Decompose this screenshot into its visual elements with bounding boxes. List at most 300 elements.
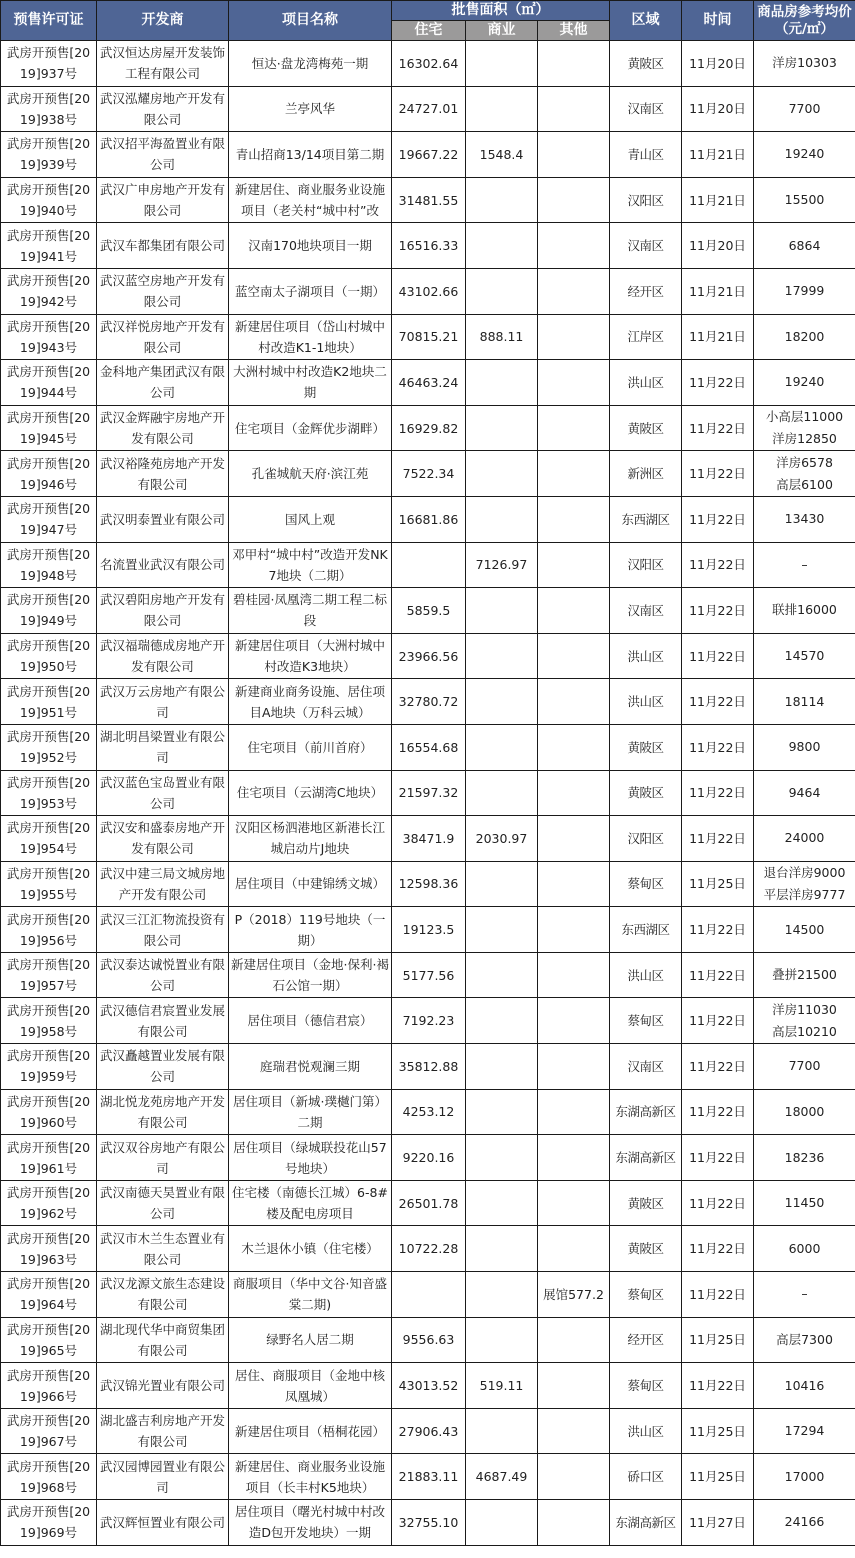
other-area-cell: [538, 451, 610, 497]
residential-area-cell: 19667.22: [392, 132, 466, 178]
permit-cell: 武房开预售[2019]948号: [1, 542, 97, 588]
other-area-cell: [538, 1089, 610, 1135]
project-cell: 居住项目（曙光村城中村改造D包开发地块）一期: [229, 1500, 392, 1546]
region-cell: 汉阳区: [610, 177, 682, 223]
other-area-cell: [538, 268, 610, 314]
permit-cell: 武房开预售[2019]940号: [1, 177, 97, 223]
price-cell: 19240: [754, 132, 855, 178]
commercial-area-cell: [466, 405, 538, 451]
developer-cell: 湖北悦龙苑房地产开发有限公司: [97, 1089, 229, 1135]
developer-cell: 武汉龙源文旅生态建设有限公司: [97, 1272, 229, 1318]
header-date: 时间: [682, 1, 754, 41]
region-cell: 汉阳区: [610, 542, 682, 588]
other-area-cell: [538, 1454, 610, 1500]
developer-cell: 武汉市木兰生态置业有限公司: [97, 1226, 229, 1272]
other-area-cell: [538, 132, 610, 178]
developer-cell: 武汉园博园置业有限公司: [97, 1454, 229, 1500]
date-cell: 11月22日: [682, 1135, 754, 1181]
commercial-area-cell: 4687.49: [466, 1454, 538, 1500]
permit-cell: 武房开预售[2019]957号: [1, 952, 97, 998]
commercial-area-cell: [466, 1226, 538, 1272]
price-cell: 洋房10303: [754, 41, 855, 87]
permit-cell: 武房开预售[2019]960号: [1, 1089, 97, 1135]
other-area-cell: [538, 724, 610, 770]
commercial-area-cell: [466, 268, 538, 314]
price-cell: 9464: [754, 770, 855, 816]
project-cell: 居住项目（新城·璞樾门第）二期: [229, 1089, 392, 1135]
date-cell: 11月22日: [682, 1044, 754, 1090]
price-cell: 小高层11000 洋房12850: [754, 405, 855, 451]
table-row: [1, 1135, 855, 1181]
permit-cell: 武房开预售[2019]941号: [1, 223, 97, 269]
other-area-cell: [538, 1317, 610, 1363]
region-cell: 东西湖区: [610, 496, 682, 542]
permit-cell: 武房开预售[2019]956号: [1, 907, 97, 953]
permit-cell: 武房开预售[2019]951号: [1, 679, 97, 725]
other-area-cell: [538, 41, 610, 87]
date-cell: 11月22日: [682, 952, 754, 998]
date-cell: 11月22日: [682, 998, 754, 1044]
developer-cell: 武汉泰达诚悦置业有限公司: [97, 952, 229, 998]
region-cell: 东湖高新区: [610, 1500, 682, 1546]
residential-area-cell: 5177.56: [392, 952, 466, 998]
date-cell: 11月20日: [682, 41, 754, 87]
residential-area-cell: 21883.11: [392, 1454, 466, 1500]
table-row: [1, 1272, 855, 1318]
project-cell: 居住项目（绿城联投花山57号地块）: [229, 1135, 392, 1181]
header-project: 项目名称: [229, 1, 392, 41]
project-cell: 恒达·盘龙湾梅苑一期: [229, 41, 392, 87]
table-row: [1, 1089, 855, 1135]
region-cell: 东湖高新区: [610, 1089, 682, 1135]
table-row: [1, 1408, 855, 1454]
date-cell: 11月22日: [682, 633, 754, 679]
developer-cell: 武汉蓝色宝岛置业有限公司: [97, 770, 229, 816]
permit-cell: 武房开预售[2019]938号: [1, 86, 97, 132]
region-cell: 黄陂区: [610, 41, 682, 87]
region-cell: 硚口区: [610, 1454, 682, 1500]
price-cell: 18200: [754, 314, 855, 360]
other-area-cell: [538, 588, 610, 634]
residential-area-cell: 19123.5: [392, 907, 466, 953]
permit-cell: 武房开预售[2019]943号: [1, 314, 97, 360]
project-cell: 新建居住、商业服务业设施项目（老关村“城中村”改: [229, 177, 392, 223]
developer-cell: 武汉矗越置业发展有限公司: [97, 1044, 229, 1090]
header-area-residential: 住宅: [392, 21, 466, 41]
project-cell: 新建居住、商业服务业设施项目（长丰村K5地块）: [229, 1454, 392, 1500]
permit-cell: 武房开预售[2019]963号: [1, 1226, 97, 1272]
commercial-area-cell: [466, 1408, 538, 1454]
other-area-cell: [538, 1226, 610, 1272]
developer-cell: 武汉招平海盈置业有限公司: [97, 132, 229, 178]
developer-cell: 武汉明泰置业有限公司: [97, 496, 229, 542]
permit-cell: 武房开预售[2019]966号: [1, 1363, 97, 1409]
permit-cell: 武房开预售[2019]967号: [1, 1408, 97, 1454]
commercial-area-cell: [466, 588, 538, 634]
table-row: [1, 679, 855, 725]
project-cell: 居住项目（德信君宸）: [229, 998, 392, 1044]
project-cell: 住宅项目（云湖湾C地块）: [229, 770, 392, 816]
date-cell: 11月22日: [682, 679, 754, 725]
price-cell: 9800: [754, 724, 855, 770]
developer-cell: 名流置业武汉有限公司: [97, 542, 229, 588]
commercial-area-cell: 519.11: [466, 1363, 538, 1409]
price-cell: 17294: [754, 1408, 855, 1454]
price-cell: 6000: [754, 1226, 855, 1272]
developer-cell: 武汉福瑞德成房地产开发有限公司: [97, 633, 229, 679]
commercial-area-cell: [466, 451, 538, 497]
price-cell: 联排16000: [754, 588, 855, 634]
permit-cell: 武房开预售[2019]968号: [1, 1454, 97, 1500]
permit-cell: 武房开预售[2019]954号: [1, 816, 97, 862]
commercial-area-cell: [466, 496, 538, 542]
price-cell: –: [754, 1272, 855, 1318]
table-row: [1, 177, 855, 223]
residential-area-cell: 16681.86: [392, 496, 466, 542]
other-area-cell: [538, 542, 610, 588]
other-area-cell: [538, 633, 610, 679]
table-row: [1, 770, 855, 816]
commercial-area-cell: [466, 1089, 538, 1135]
project-cell: 新建居住项目（金地·保利·褐石公馆一期）: [229, 952, 392, 998]
commercial-area-cell: [466, 1044, 538, 1090]
region-cell: 东西湖区: [610, 907, 682, 953]
other-area-cell: [538, 679, 610, 725]
price-cell: –: [754, 542, 855, 588]
table-row: [1, 1317, 855, 1363]
table-row: [1, 1180, 855, 1226]
other-area-cell: [538, 1135, 610, 1181]
price-cell: 退台洋房9000 平层洋房9777: [754, 861, 855, 907]
table-row: [1, 1454, 855, 1500]
price-cell: 18236: [754, 1135, 855, 1181]
permit-cell: 武房开预售[2019]944号: [1, 360, 97, 406]
developer-cell: 武汉辉恒置业有限公司: [97, 1500, 229, 1546]
project-cell: 兰亭风华: [229, 86, 392, 132]
permit-cell: 武房开预售[2019]939号: [1, 132, 97, 178]
project-cell: 住宅项目（前川首府）: [229, 724, 392, 770]
residential-area-cell: 70815.21: [392, 314, 466, 360]
commercial-area-cell: [466, 724, 538, 770]
table-row: [1, 724, 855, 770]
permit-cell: 武房开预售[2019]969号: [1, 1500, 97, 1546]
developer-cell: 金科地产集团武汉有限公司: [97, 360, 229, 406]
commercial-area-cell: [466, 360, 538, 406]
date-cell: 11月22日: [682, 496, 754, 542]
price-cell: 18000: [754, 1089, 855, 1135]
project-cell: 木兰退休小镇（住宅楼）: [229, 1226, 392, 1272]
region-cell: 黄陂区: [610, 1180, 682, 1226]
commercial-area-cell: 2030.97: [466, 816, 538, 862]
region-cell: 黄陂区: [610, 405, 682, 451]
price-cell: 14500: [754, 907, 855, 953]
commercial-area-cell: [466, 1272, 538, 1318]
permit-cell: 武房开预售[2019]945号: [1, 405, 97, 451]
other-area-cell: [538, 1044, 610, 1090]
project-cell: 蓝空南太子湖项目（一期）: [229, 268, 392, 314]
permit-cell: 武房开预售[2019]950号: [1, 633, 97, 679]
price-cell: 洋房11030 高层10210: [754, 998, 855, 1044]
project-cell: 住宅楼（南德长江城）6-8#楼及配电房项目: [229, 1180, 392, 1226]
price-cell: 18114: [754, 679, 855, 725]
price-cell: 17999: [754, 268, 855, 314]
region-cell: 蔡甸区: [610, 1272, 682, 1318]
project-cell: 青山招商13/14项目第二期: [229, 132, 392, 178]
table-row: [1, 268, 855, 314]
other-area-cell: [538, 223, 610, 269]
region-cell: 洪山区: [610, 952, 682, 998]
project-cell: 商服项目（华中文谷·知音盛棠二期): [229, 1272, 392, 1318]
residential-area-cell: 9220.16: [392, 1135, 466, 1181]
residential-area-cell: 7192.23: [392, 998, 466, 1044]
table-row: [1, 861, 855, 907]
region-cell: 蔡甸区: [610, 1363, 682, 1409]
commercial-area-cell: [466, 1500, 538, 1546]
region-cell: 汉南区: [610, 223, 682, 269]
project-cell: P（2018）119号地块（一期）: [229, 907, 392, 953]
table-row: [1, 451, 855, 497]
date-cell: 11月22日: [682, 542, 754, 588]
developer-cell: 武汉广申房地产开发有限公司: [97, 177, 229, 223]
developer-cell: 武汉车都集团有限公司: [97, 223, 229, 269]
commercial-area-cell: [466, 41, 538, 87]
price-cell: 17000: [754, 1454, 855, 1500]
table-row: [1, 1226, 855, 1272]
other-area-cell: [538, 952, 610, 998]
date-cell: 11月22日: [682, 1226, 754, 1272]
permit-cell: 武房开预售[2019]961号: [1, 1135, 97, 1181]
developer-cell: 武汉蓝空房地产开发有限公司: [97, 268, 229, 314]
permit-cell: 武房开预售[2019]953号: [1, 770, 97, 816]
table-header: [1, 1, 855, 41]
project-cell: 汉阳区杨泗港地区新港长江城启动片J地块: [229, 816, 392, 862]
date-cell: 11月20日: [682, 223, 754, 269]
developer-cell: 武汉恒达房屋开发装饰工程有限公司: [97, 41, 229, 87]
permit-cell: 武房开预售[2019]937号: [1, 41, 97, 87]
developer-cell: 武汉万云房地产有限公司: [97, 679, 229, 725]
table-row: [1, 588, 855, 634]
date-cell: 11月22日: [682, 724, 754, 770]
region-cell: 汉南区: [610, 1044, 682, 1090]
project-cell: 邓甲村“城中村”改造开发NK7地块（二期）: [229, 542, 392, 588]
residential-area-cell: 26501.78: [392, 1180, 466, 1226]
commercial-area-cell: [466, 177, 538, 223]
other-area-cell: [538, 177, 610, 223]
developer-cell: 武汉三江汇物流投资有限公司: [97, 907, 229, 953]
other-area-cell: [538, 86, 610, 132]
price-cell: 24166: [754, 1500, 855, 1546]
project-cell: 新建居住项目（岱山村城中村改造K1-1地块）: [229, 314, 392, 360]
table-row: [1, 41, 855, 87]
developer-cell: 武汉裕隆苑房地产开发有限公司: [97, 451, 229, 497]
residential-area-cell: 32780.72: [392, 679, 466, 725]
other-area-cell: [538, 770, 610, 816]
other-area-cell: [538, 907, 610, 953]
permit-cell: 武房开预售[2019]965号: [1, 1317, 97, 1363]
date-cell: 11月22日: [682, 1180, 754, 1226]
permit-cell: 武房开预售[2019]962号: [1, 1180, 97, 1226]
developer-cell: 武汉德信君宸置业发展有限公司: [97, 998, 229, 1044]
commercial-area-cell: [466, 952, 538, 998]
residential-area-cell: 21597.32: [392, 770, 466, 816]
commercial-area-cell: [466, 1135, 538, 1181]
price-cell: 19240: [754, 360, 855, 406]
date-cell: 11月22日: [682, 816, 754, 862]
project-cell: 住宅项目（金辉优步湖畔）: [229, 405, 392, 451]
developer-cell: 武汉泓耀房地产开发有限公司: [97, 86, 229, 132]
price-cell: 10416: [754, 1363, 855, 1409]
other-area-cell: 展馆577.2: [538, 1272, 610, 1318]
header-area-commercial: 商业: [466, 21, 538, 41]
residential-area-cell: 23966.56: [392, 633, 466, 679]
permit-cell: 武房开预售[2019]949号: [1, 588, 97, 634]
region-cell: 汉阳区: [610, 816, 682, 862]
region-cell: 蔡甸区: [610, 861, 682, 907]
header-price: 商品房参考均价（元/㎡）: [754, 1, 855, 41]
residential-area-cell: 32755.10: [392, 1500, 466, 1546]
residential-area-cell: 24727.01: [392, 86, 466, 132]
region-cell: 汉南区: [610, 86, 682, 132]
commercial-area-cell: 7126.97: [466, 542, 538, 588]
table-row: [1, 496, 855, 542]
other-area-cell: [538, 861, 610, 907]
table-row: [1, 952, 855, 998]
project-cell: 大洲村城中村改造K2地块二期: [229, 360, 392, 406]
residential-area-cell: [392, 542, 466, 588]
price-cell: 高层7300: [754, 1317, 855, 1363]
developer-cell: 湖北现代华中商贸集团有限公司: [97, 1317, 229, 1363]
residential-area-cell: 4253.12: [392, 1089, 466, 1135]
commercial-area-cell: [466, 770, 538, 816]
commercial-area-cell: [466, 223, 538, 269]
permit-cell: 武房开预售[2019]952号: [1, 724, 97, 770]
price-cell: 7700: [754, 1044, 855, 1090]
date-cell: 11月22日: [682, 451, 754, 497]
other-area-cell: [538, 1408, 610, 1454]
table-row: [1, 1500, 855, 1546]
other-area-cell: [538, 1180, 610, 1226]
project-cell: 国风上观: [229, 496, 392, 542]
date-cell: 11月21日: [682, 314, 754, 360]
project-cell: 新建居住项目（大洲村城中村改造K3地块）: [229, 633, 392, 679]
residential-area-cell: 35812.88: [392, 1044, 466, 1090]
project-cell: 汉南170地块项目一期: [229, 223, 392, 269]
project-cell: 新建居住项目（梧桐花园）: [229, 1408, 392, 1454]
residential-area-cell: 43013.52: [392, 1363, 466, 1409]
residential-area-cell: 10722.28: [392, 1226, 466, 1272]
residential-area-cell: 9556.63: [392, 1317, 466, 1363]
commercial-area-cell: [466, 1317, 538, 1363]
region-cell: 青山区: [610, 132, 682, 178]
header-area-group: 批售面积（㎡）: [392, 1, 610, 21]
other-area-cell: [538, 405, 610, 451]
commercial-area-cell: [466, 998, 538, 1044]
table-row: [1, 907, 855, 953]
project-cell: 碧桂园·凤凰湾二期工程二标段: [229, 588, 392, 634]
header-developer: 开发商: [97, 1, 229, 41]
table-row: [1, 1363, 855, 1409]
date-cell: 11月21日: [682, 177, 754, 223]
region-cell: 新洲区: [610, 451, 682, 497]
table-row: [1, 360, 855, 406]
header-area-other: 其他: [538, 21, 610, 41]
date-cell: 11月27日: [682, 1500, 754, 1546]
residential-area-cell: 31481.55: [392, 177, 466, 223]
developer-cell: 武汉中建三局文城房地产开发有限公司: [97, 861, 229, 907]
commercial-area-cell: [466, 1180, 538, 1226]
date-cell: 11月21日: [682, 132, 754, 178]
residential-area-cell: 16554.68: [392, 724, 466, 770]
residential-area-cell: 46463.24: [392, 360, 466, 406]
permit-cell: 武房开预售[2019]958号: [1, 998, 97, 1044]
date-cell: 11月25日: [682, 1454, 754, 1500]
table-row: [1, 132, 855, 178]
project-cell: 庭瑞君悦观澜三期: [229, 1044, 392, 1090]
price-cell: 24000: [754, 816, 855, 862]
price-cell: 叠拼21500: [754, 952, 855, 998]
permit-cell: 武房开预售[2019]955号: [1, 861, 97, 907]
permit-cell: 武房开预售[2019]964号: [1, 1272, 97, 1318]
table-body: [1, 41, 855, 1546]
commercial-area-cell: [466, 679, 538, 725]
region-cell: 黄陂区: [610, 1226, 682, 1272]
commercial-area-cell: [466, 907, 538, 953]
other-area-cell: [538, 360, 610, 406]
permit-cell: 武房开预售[2019]947号: [1, 496, 97, 542]
residential-area-cell: 7522.34: [392, 451, 466, 497]
region-cell: 黄陂区: [610, 724, 682, 770]
region-cell: 黄陂区: [610, 770, 682, 816]
developer-cell: 武汉南德天昊置业有限公司: [97, 1180, 229, 1226]
commercial-area-cell: [466, 86, 538, 132]
residential-area-cell: [392, 1272, 466, 1318]
table-row: [1, 633, 855, 679]
table-row: [1, 998, 855, 1044]
project-cell: 居住项目（中建锦绣文城）: [229, 861, 392, 907]
region-cell: 经开区: [610, 268, 682, 314]
table-row: [1, 405, 855, 451]
developer-cell: 武汉祥悦房地产开发有限公司: [97, 314, 229, 360]
date-cell: 11月25日: [682, 1408, 754, 1454]
residential-area-cell: 27906.43: [392, 1408, 466, 1454]
residential-area-cell: 16516.33: [392, 223, 466, 269]
permit-cell: 武房开预售[2019]942号: [1, 268, 97, 314]
other-area-cell: [538, 1500, 610, 1546]
region-cell: 汉南区: [610, 588, 682, 634]
header-region: 区域: [610, 1, 682, 41]
price-cell: 7700: [754, 86, 855, 132]
developer-cell: 武汉锦光置业有限公司: [97, 1363, 229, 1409]
date-cell: 11月20日: [682, 86, 754, 132]
region-cell: 洪山区: [610, 1408, 682, 1454]
other-area-cell: [538, 496, 610, 542]
price-cell: 6864: [754, 223, 855, 269]
project-cell: 绿野名人居二期: [229, 1317, 392, 1363]
developer-cell: 武汉碧阳房地产开发有限公司: [97, 588, 229, 634]
residential-area-cell: 16302.64: [392, 41, 466, 87]
date-cell: 11月22日: [682, 1363, 754, 1409]
residential-area-cell: 38471.9: [392, 816, 466, 862]
date-cell: 11月22日: [682, 770, 754, 816]
region-cell: 洪山区: [610, 679, 682, 725]
date-cell: 11月22日: [682, 1272, 754, 1318]
region-cell: 洪山区: [610, 360, 682, 406]
commercial-area-cell: 888.11: [466, 314, 538, 360]
developer-cell: 武汉金辉融宇房地产开发有限公司: [97, 405, 229, 451]
region-cell: 江岸区: [610, 314, 682, 360]
residential-area-cell: 16929.82: [392, 405, 466, 451]
project-cell: 新建商业商务设施、居住项目A地块（万科云城）: [229, 679, 392, 725]
